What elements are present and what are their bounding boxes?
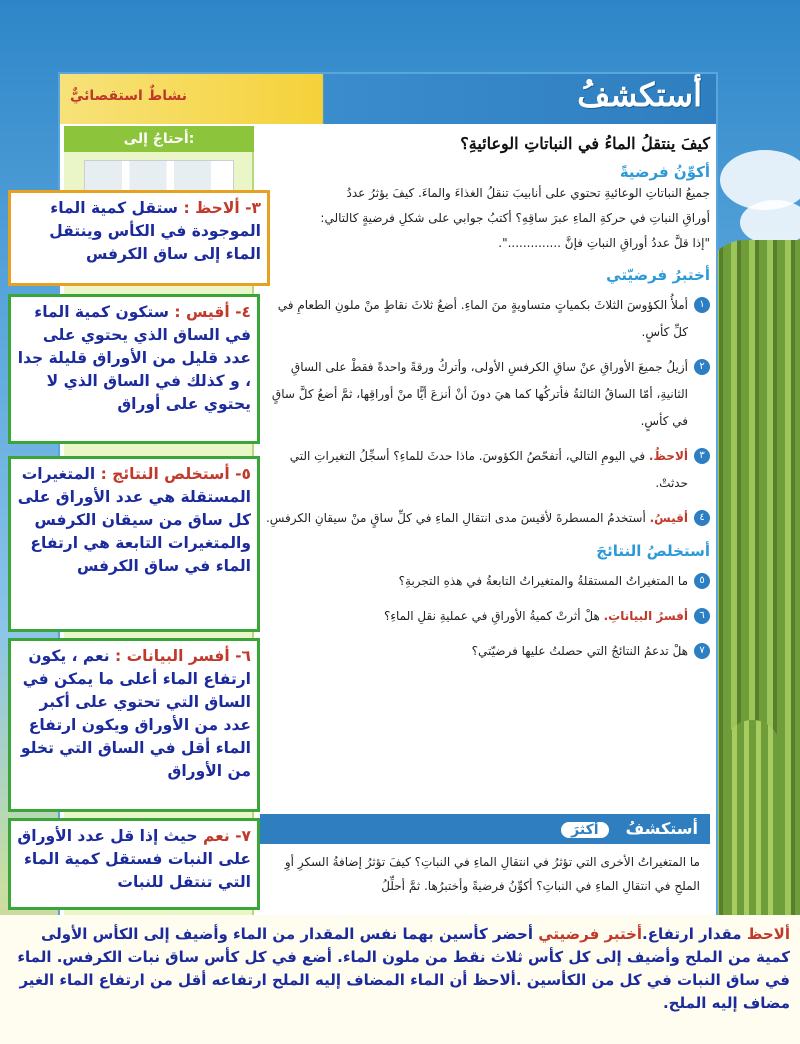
step-4 — [260, 505, 710, 532]
step-text: أستخدمُ المسطرةَ لأقيسَ مدى انتقالِ الماءِ في كلِّ ساقٍ منْ سيقانِ الكرفسِ. — [265, 511, 646, 525]
step-label: أفسرُ البياناتِ. — [603, 609, 688, 623]
note-body: المتغيرات المستقلة هي عدد الأوراق على كل ساق من سيقان الكرفس والمتغيرات التابعة هي ارتفاع الماء في ساق الكرفس — [17, 465, 251, 575]
answer-note-6 — [8, 638, 260, 812]
step-number: ٢ — [694, 359, 710, 375]
main-content — [260, 134, 710, 665]
step-number: ٦ — [694, 608, 710, 624]
step-6 — [260, 603, 710, 630]
bottom-answer-box — [0, 915, 800, 1044]
note-label: ٦- أفسر البيانات : — [115, 647, 251, 665]
step-text: هلْ أثرتْ كميةُ الأوراقِ في عمليةِ نقلِ الماءِ؟ — [384, 609, 600, 623]
step-text: أملأُ الكؤوسَ الثلاثَ بكمياتٍ متساويةٍ منَ الماءِ. أضعُ ثلاثَ نقاطٍ منْ ملونِ الطعامِ في كلِّ كأسٍ. — [277, 298, 688, 339]
step-number: ٤ — [694, 510, 710, 526]
note-body: ستقل كمية الماء الموجودة في الكأس وينتقل الماء إلى ساق الكرفس — [49, 199, 261, 263]
step-number: ٣ — [694, 448, 710, 464]
note-body: نعم ، يكون ارتفاع الماء أعلى ما يمكن في الساق التي تحتوي على أكبر عدد من الأوراق ويكون ارتفاع الماء أقل في الساق التي تخلو من الأوراق — [20, 647, 251, 780]
step-number: ١ — [694, 297, 710, 313]
banner-subtitle: نشاطٌ استقصائيٌّ — [70, 88, 188, 104]
step-3 — [260, 443, 710, 497]
step-2 — [260, 354, 710, 435]
explore-more-bar — [260, 814, 710, 844]
step-number: ٥ — [694, 573, 710, 589]
step-label: ألاحظُ. — [648, 449, 688, 463]
note-label: ٣- ألاحظ : — [183, 199, 261, 217]
step-7 — [260, 638, 710, 665]
explore-more-badge: أكثرَ — [561, 822, 608, 838]
step-text: هلْ تدعمُ النتائجُ التي حصلتُ عليها فرضيّتي؟ — [471, 644, 688, 658]
note-label: ٤- أقيس : — [174, 303, 251, 321]
explore-more-title: أستكشفُ — [625, 819, 698, 838]
bottom-label: أختبر فرضيتي — [538, 925, 643, 943]
note-body: ستكون كمية الماء في الساق الذي يحتوي على عدد قليل من الأوراق قليلة جدا ، و كذلك في الساق الذي لا يحتوي على أوراق — [17, 303, 251, 413]
question-title: كيفَ ينتقلُ الماءُ في النباتاتِ الوعائيةِ؟ — [460, 134, 710, 153]
test-heading: أختبرُ فرضيّتي — [606, 266, 710, 284]
banner-title: أستكشفُ — [577, 76, 702, 114]
answer-note-7 — [8, 818, 260, 910]
note-label: ٧- نعم — [202, 827, 251, 845]
answer-note-4 — [8, 294, 260, 444]
answer-note-3 — [8, 190, 270, 286]
hypothesis-text: "إذا قلَّ عددُ أوراقِ النباتِ فإنَّ ..............". — [498, 236, 710, 250]
bottom-label: ألاحظ — [746, 925, 790, 943]
top-banner — [60, 74, 716, 124]
step-1 — [260, 292, 710, 346]
hypothesis-text: جميعُ النباتاتِ الوعائيةِ تحتوي على أنابيبَ تنقلُ الغذاءَ والماءَ. كيفَ يؤثرُ عددُ — [346, 186, 710, 200]
cloud — [740, 200, 800, 245]
step-text: أزيلُ جميعَ الأوراقِ عنْ ساقِ الكرفسِ الأولى، وأتركُ ورقةً واحدةً فقطْ على الساقِ الثانيةِ، أمّا الساقُ الثالثةُ فأتركُها كما هيَ دونَ أنْ أنزعَ أيًّا منْ أوراقِها، ثمَّ أضعُ كلَّ ساقٍ في كأسٍ. — [271, 360, 688, 428]
note-body: حيث إذا قل عدد الأوراق على النبات فستقل كمية الماء التي تنتقل للنبات — [17, 827, 251, 891]
answer-note-5 — [8, 456, 260, 632]
step-number: ٧ — [694, 643, 710, 659]
hypothesis-text: أوراقِ النباتِ في حركةِ الماءِ عبرَ ساقِهِ؟ أكتبُ جوابي على شكلِ فرضيةٍ كالتالي: — [320, 211, 710, 225]
hypothesis-heading: أكوِّنُ فرضيةً — [619, 163, 710, 181]
materials-heading: أحتاجُ إلى: — [64, 126, 254, 152]
cactus-image — [725, 720, 780, 920]
conclude-heading: أستخلصُ النتائجَ — [596, 542, 710, 560]
step-text: ما المتغيراتُ المستقلةُ والمتغيراتُ التابعةُ في هذهِ التجربةِ؟ — [398, 574, 688, 588]
bottom-text: أحضر كأسين بهما نفس المقدار من الماء وأضيف إلى الكأس الأولى كمية من الملح وأضيف إلى كل كأس ثلاث نقط من ملون الماء. أضع في كل كأس ساق نبات الكرفس. الماء في ساق النبات في كل من الكأسين .ألاحظ أن الماء المضاف إليه الملح ارتفاعه أقل من ارتفاع الماء الغير مضاف إليه الملح. — [17, 925, 790, 1012]
note-label: ٥- أستخلص النتائج : — [100, 465, 251, 483]
step-5 — [260, 568, 710, 595]
bottom-text: مقدار ارتفاع. — [642, 925, 742, 943]
step-text: في اليومِ التالي، أتفحّصُ الكؤوسَ. ماذا حدثَ للماءِ؟ أسجِّلُ التغيراتِ التي حدثتْ. — [289, 449, 688, 490]
step-label: أقيسُ. — [649, 511, 688, 525]
explore-more-text: ما المتغيراتُ الأخرى التي تؤثرُ في انتقالِ الماءِ في النباتِ؟ كيفَ تؤثرُ إضافةُ السكرِ أوِ الملحِ في انتقالِ الماءِ في النباتِ؟ أكوِّنُ فرضيةً وأختبرُها. ثمَّ أحلِّلُ — [284, 855, 700, 893]
